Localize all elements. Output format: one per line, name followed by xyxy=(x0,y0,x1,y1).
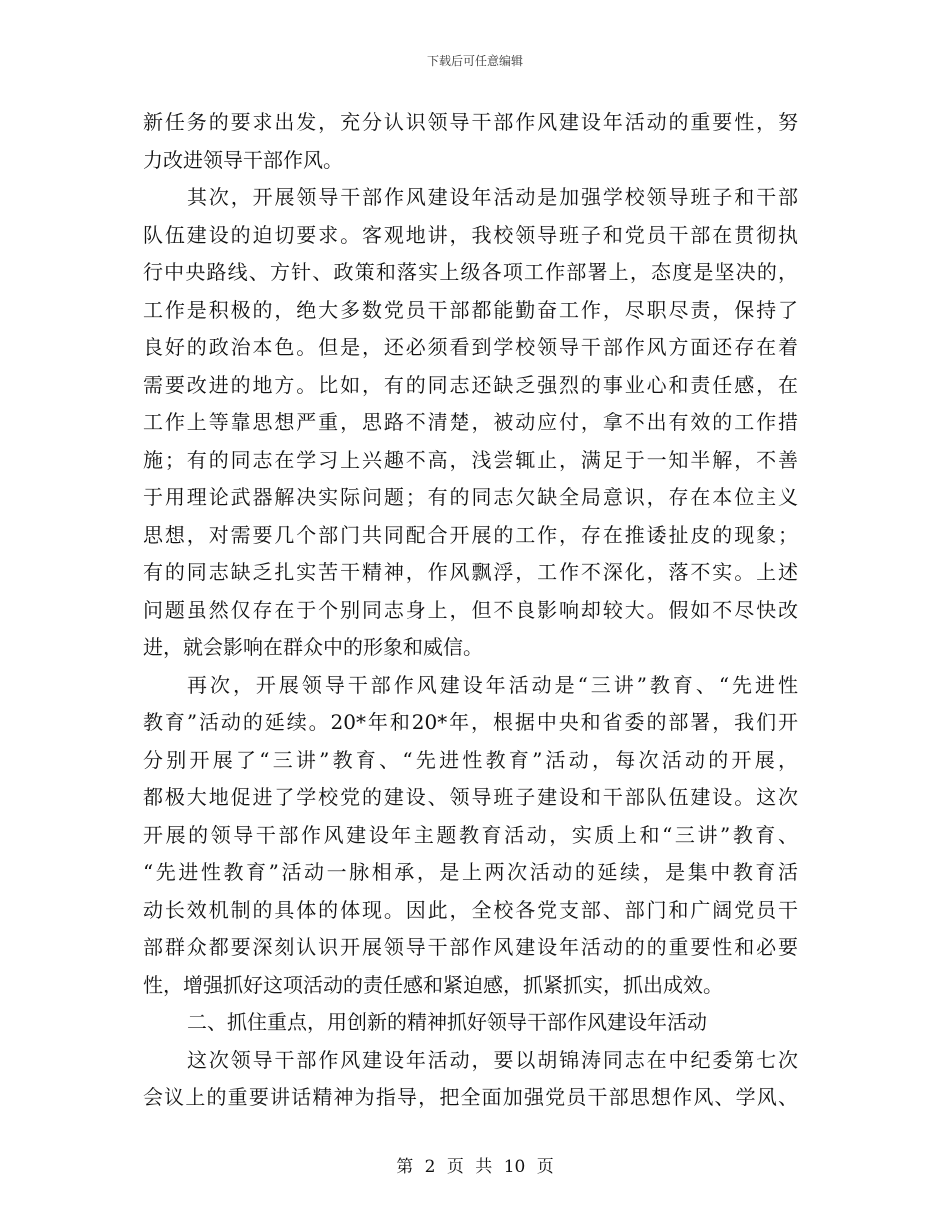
document-body xyxy=(143,104,798,1117)
section-heading: 二、抓住重点，用创新的精神抓好领导干部作风建设年活动 xyxy=(187,1010,707,1034)
text-line: 工作是积极的，绝大多数党员干部都能勤奋工作，尽职尽责，保持了 xyxy=(143,297,798,322)
paragraph-start-line: 这次领导干部作风建设年活动，要以胡锦涛同志在中纪委第七次 xyxy=(187,1047,798,1072)
text-line: 开展的领导干部作风建设年主题教育活动，实质上和“三讲”教育、 xyxy=(143,822,798,847)
text-line: 会议上的重要讲话精神为指导，把全面加强党员干部思想作风、学风、 xyxy=(143,1085,798,1109)
text-line: 工作上等靠思想严重，思路不清楚，被动应付，拿不出有效的工作措 xyxy=(143,410,798,434)
text-line: 动长效机制的具体的体现。因此，全校各党支部、部门和广阔党员干 xyxy=(143,897,798,922)
text-line: 需要改进的地方。比如，有的同志还缺乏强烈的事业心和责任感，在 xyxy=(143,372,798,397)
text-line: 施；有的同志在学习上兴趣不高，浅尝辄止，满足于一知半解，不善 xyxy=(143,447,798,472)
page-number-footer: 第 2 页 共 10 页 xyxy=(396,1157,554,1177)
text-line: 于用理论武器解决实际问题；有的同志欠缺全局意识，存在本位主义 xyxy=(143,485,798,509)
text-line: 有的同志缺乏扎实苦干精神，作风飘浮，工作不深化，落不实。上述 xyxy=(143,560,798,584)
text-line: 性，增强抓好这项活动的责任感和紧迫感，抓紧抓实，抓出成效。 xyxy=(143,972,723,997)
text-line: 思想，对需要几个部门共同配合开展的工作，存在推诿扯皮的现象； xyxy=(143,522,798,547)
text-line: 良好的政治本色。但是，还必须看到学校领导干部作风方面还存在着 xyxy=(143,335,798,359)
text-line: 行中央路线、方针、政策和落实上级各项工作部署上，态度是坚决的， xyxy=(143,260,798,284)
text-line: 部群众都要深刻认识开展领导干部作风建设年活动的的重要性和必要 xyxy=(143,935,798,959)
paragraph-start-line: 再次，开展领导干部作风建设年活动是“三讲”教育、“先进性 xyxy=(187,672,798,697)
text-line: 教育”活动的延续。20*年和20*年，根据中央和省委的部署，我们开 xyxy=(143,710,798,734)
paragraph-start-line: 其次，开展领导干部作风建设年活动是加强学校领导班子和干部 xyxy=(187,185,798,209)
text-line: 进，就会影响在群众中的形象和威信。 xyxy=(143,635,483,659)
text-line: 队伍建设的迫切要求。客观地讲，我校领导班子和党员干部在贯彻执 xyxy=(143,222,798,247)
text-line: “先进性教育”活动一脉相承，是上两次活动的延续，是集中教育活 xyxy=(143,860,798,884)
text-line: 分别开展了“三讲”教育、“先进性教育”活动，每次活动的开展， xyxy=(143,747,798,772)
text-line: 问题虽然仅存在于个别同志身上，但不良影响却较大。假如不尽快改 xyxy=(143,597,798,622)
text-line: 新任务的要求出发，充分认识领导干部作风建设年活动的重要性，努 xyxy=(143,110,798,134)
page-header: 下载后可任意编辑 xyxy=(426,54,523,68)
text-line: 都极大地促进了学校党的建设、领导班子建设和干部队伍建设。这次 xyxy=(143,785,798,809)
text-line: 力改进领导干部作风。 xyxy=(143,147,343,172)
